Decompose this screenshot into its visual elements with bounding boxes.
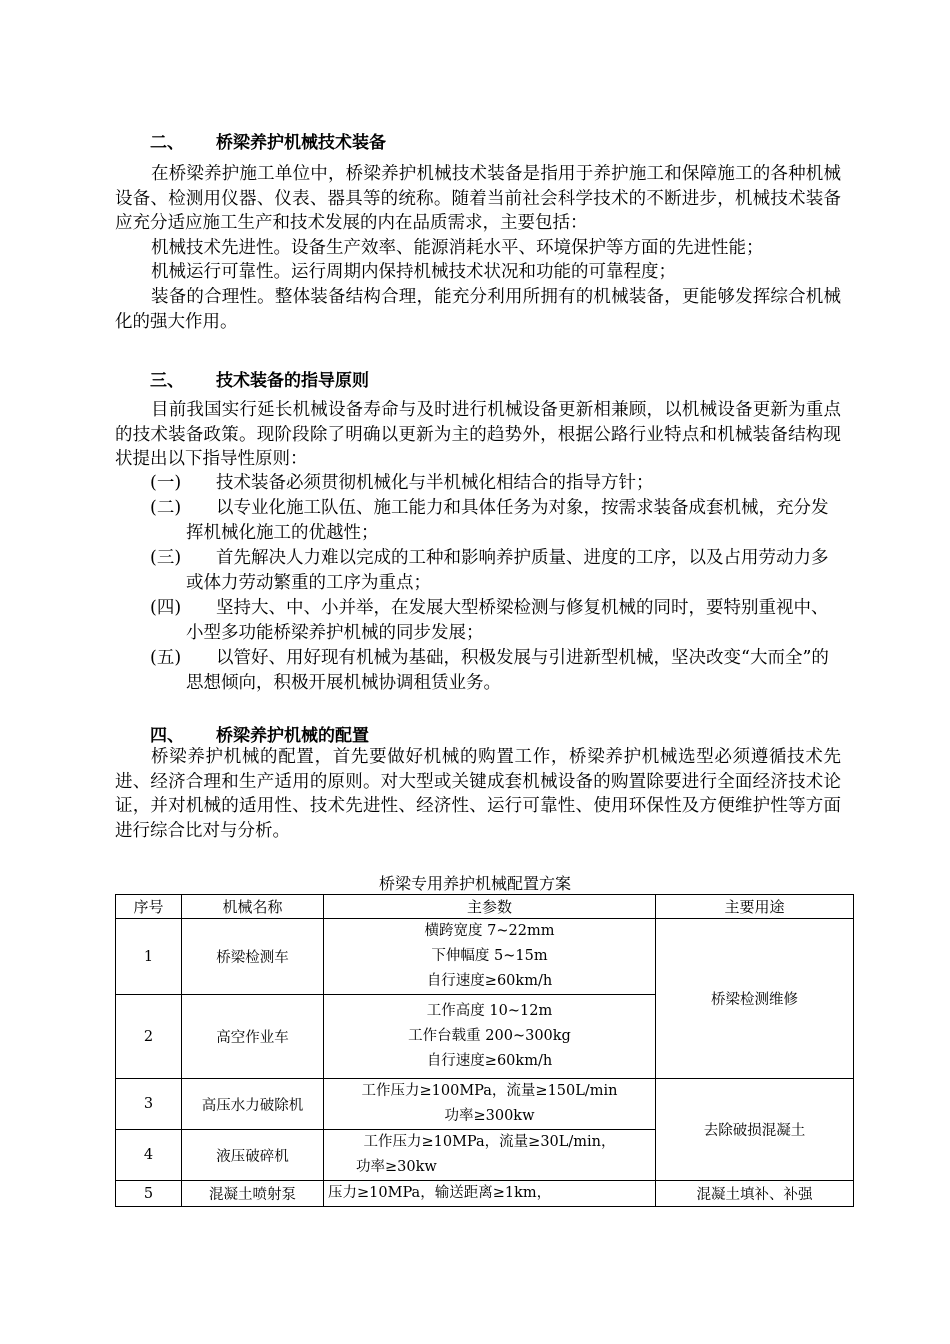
param-line: 功率≥300kw [444, 1108, 535, 1124]
section-number: 二、 [150, 133, 184, 153]
paragraph: 目前我国实行延长机械设备寿命与及时进行机械设备更新相兼顾，以机械设备更新为重点的技术装备政策。现阶段除了明确以更新为主的趋势外，根据公路行业特点和机械装备结构现状提出以下指导性原则： [115, 400, 841, 470]
cell-params [324, 1181, 656, 1207]
header-cell-no: 序号 [116, 895, 182, 919]
paragraph: 机械技术先进性。设备生产效率、能源消耗水平、环境保护等方面的先进性能； [151, 237, 764, 258]
cell-use: 去除破损混凝土 [656, 1079, 854, 1181]
section-body-4 [115, 745, 841, 843]
header-cell-use: 主要用途 [656, 895, 854, 919]
section-body-2 [115, 162, 841, 334]
cell-no: 5 [116, 1181, 182, 1207]
cell-params [324, 995, 656, 1079]
cell-params [324, 1130, 656, 1181]
section-number: 三、 [150, 371, 184, 391]
cell-name: 高空作业车 [182, 995, 324, 1079]
table-row [116, 1079, 854, 1130]
section-title: 桥梁养护机械的配置 [216, 726, 369, 746]
paragraph: 装备的合理性。整体装备结构合理，能充分利用所拥有的机械装备，更能够发挥综合机械化的强大作用。 [115, 286, 841, 332]
section-heading-4 [150, 721, 369, 746]
param-line: 功率≥30kw [356, 1159, 437, 1175]
paragraph: 在桥梁养护施工单位中，桥梁养护机械技术装备是指用于养护施工和保障施工的各种机械设备、检测用仪器、仪表、器具等的统称。随着当前社会科学技术的不断进步，机械技术装备应充分适应施工生产和技术发展的内在品质需求，主要包括： [115, 164, 841, 234]
item-text: 坚持大、中、小并举，在发展大型桥梁检测与修复机械的同时，要特别重视中、小型多功能桥梁养护机械的同步发展； [186, 598, 829, 643]
cell-name: 桥梁检测车 [182, 919, 324, 995]
section-body-3 [115, 398, 841, 472]
section-title: 技术装备的指导原则 [216, 371, 369, 391]
principle-item-1 [150, 471, 840, 496]
param-line: 工作高度 10~12m [426, 1003, 553, 1019]
cell-no: 4 [116, 1130, 182, 1181]
param-line: 压力≥10MPa，输送距离≥1km， [328, 1185, 552, 1201]
cell-params [324, 919, 656, 995]
cell-name: 混凝土喷射泵 [182, 1181, 324, 1207]
param-line: 自行速度≥60km/h [426, 1053, 553, 1069]
cell-no: 3 [116, 1079, 182, 1130]
principle-item-3 [150, 546, 840, 596]
header-cell-params: 主参数 [324, 895, 656, 919]
param-line: 横跨宽度 7~22mm [424, 923, 555, 939]
param-line: 工作压力≥100MPa，流量≥150L/min [361, 1083, 618, 1099]
table-header-row [116, 895, 854, 919]
section-title: 桥梁养护机械技术装备 [216, 133, 386, 153]
paragraph: 桥梁养护机械的配置，首先要做好机械的购置工作，桥梁养护机械选型必须遵循技术先进、经济合理和生产适用的原则。对大型或关键成套机械设备的购置除要进行全面经济技术论证，并对机械的适用性、技术先进性、经济性、运行可靠性、使用环保性及方便维护性等方面进行综合比对与分析。 [115, 747, 841, 841]
item-text: 以专业化施工队伍、施工能力和具体任务为对象，按需求装备成套机械，充分发挥机械化施工的优越性； [186, 498, 829, 543]
cell-name: 液压破碎机 [182, 1130, 324, 1181]
cell-params [324, 1079, 656, 1130]
table-row [116, 1181, 854, 1207]
item-text: 首先解决人力难以完成的工种和影响养护质量、进度的工序，以及占用劳动力多或体力劳动繁重的工序为重点； [186, 548, 829, 593]
item-text: 以管好、用好现有机械为基础，积极发展与引进新型机械，坚决改变“大而全”的思想倾向，积极开展机械协调租赁业务。 [186, 648, 829, 693]
param-line: 自行速度≥60km/h [426, 973, 553, 989]
item-number: (四) [150, 598, 182, 618]
principle-item-2 [150, 496, 840, 546]
param-line: 工作压力≥10MPa，流量≥30L/min， [363, 1134, 616, 1150]
principle-item-5 [150, 646, 840, 696]
item-text: 技术装备必须贯彻机械化与半机械化相结合的指导方针； [216, 473, 654, 493]
paragraph: 机械运行可靠性。运行周期内保持机械技术状况和功能的可靠程度； [151, 262, 676, 283]
machine-config-table [115, 894, 854, 1207]
param-line: 工作台载重 200~300kg [408, 1028, 571, 1044]
item-number: (三) [150, 548, 182, 568]
cell-use: 桥梁检测维修 [656, 919, 854, 1079]
cell-name: 高压水力破除机 [182, 1079, 324, 1130]
cell-no: 2 [116, 995, 182, 1079]
cell-no: 1 [116, 919, 182, 995]
item-number: (一) [150, 473, 182, 493]
table-caption: 桥梁专用养护机械配置方案 [378, 874, 571, 893]
param-line: 下伸幅度 5~15m [431, 948, 548, 964]
header-cell-name: 机械名称 [182, 895, 324, 919]
section-heading-3 [150, 366, 369, 391]
section-heading-2 [150, 128, 386, 153]
table-row [116, 919, 854, 995]
cell-use: 混凝土填补、补强 [656, 1181, 854, 1207]
item-number: (五) [150, 648, 182, 668]
section-number: 四、 [150, 726, 184, 746]
principle-item-4 [150, 596, 840, 646]
item-number: (二) [150, 498, 182, 518]
